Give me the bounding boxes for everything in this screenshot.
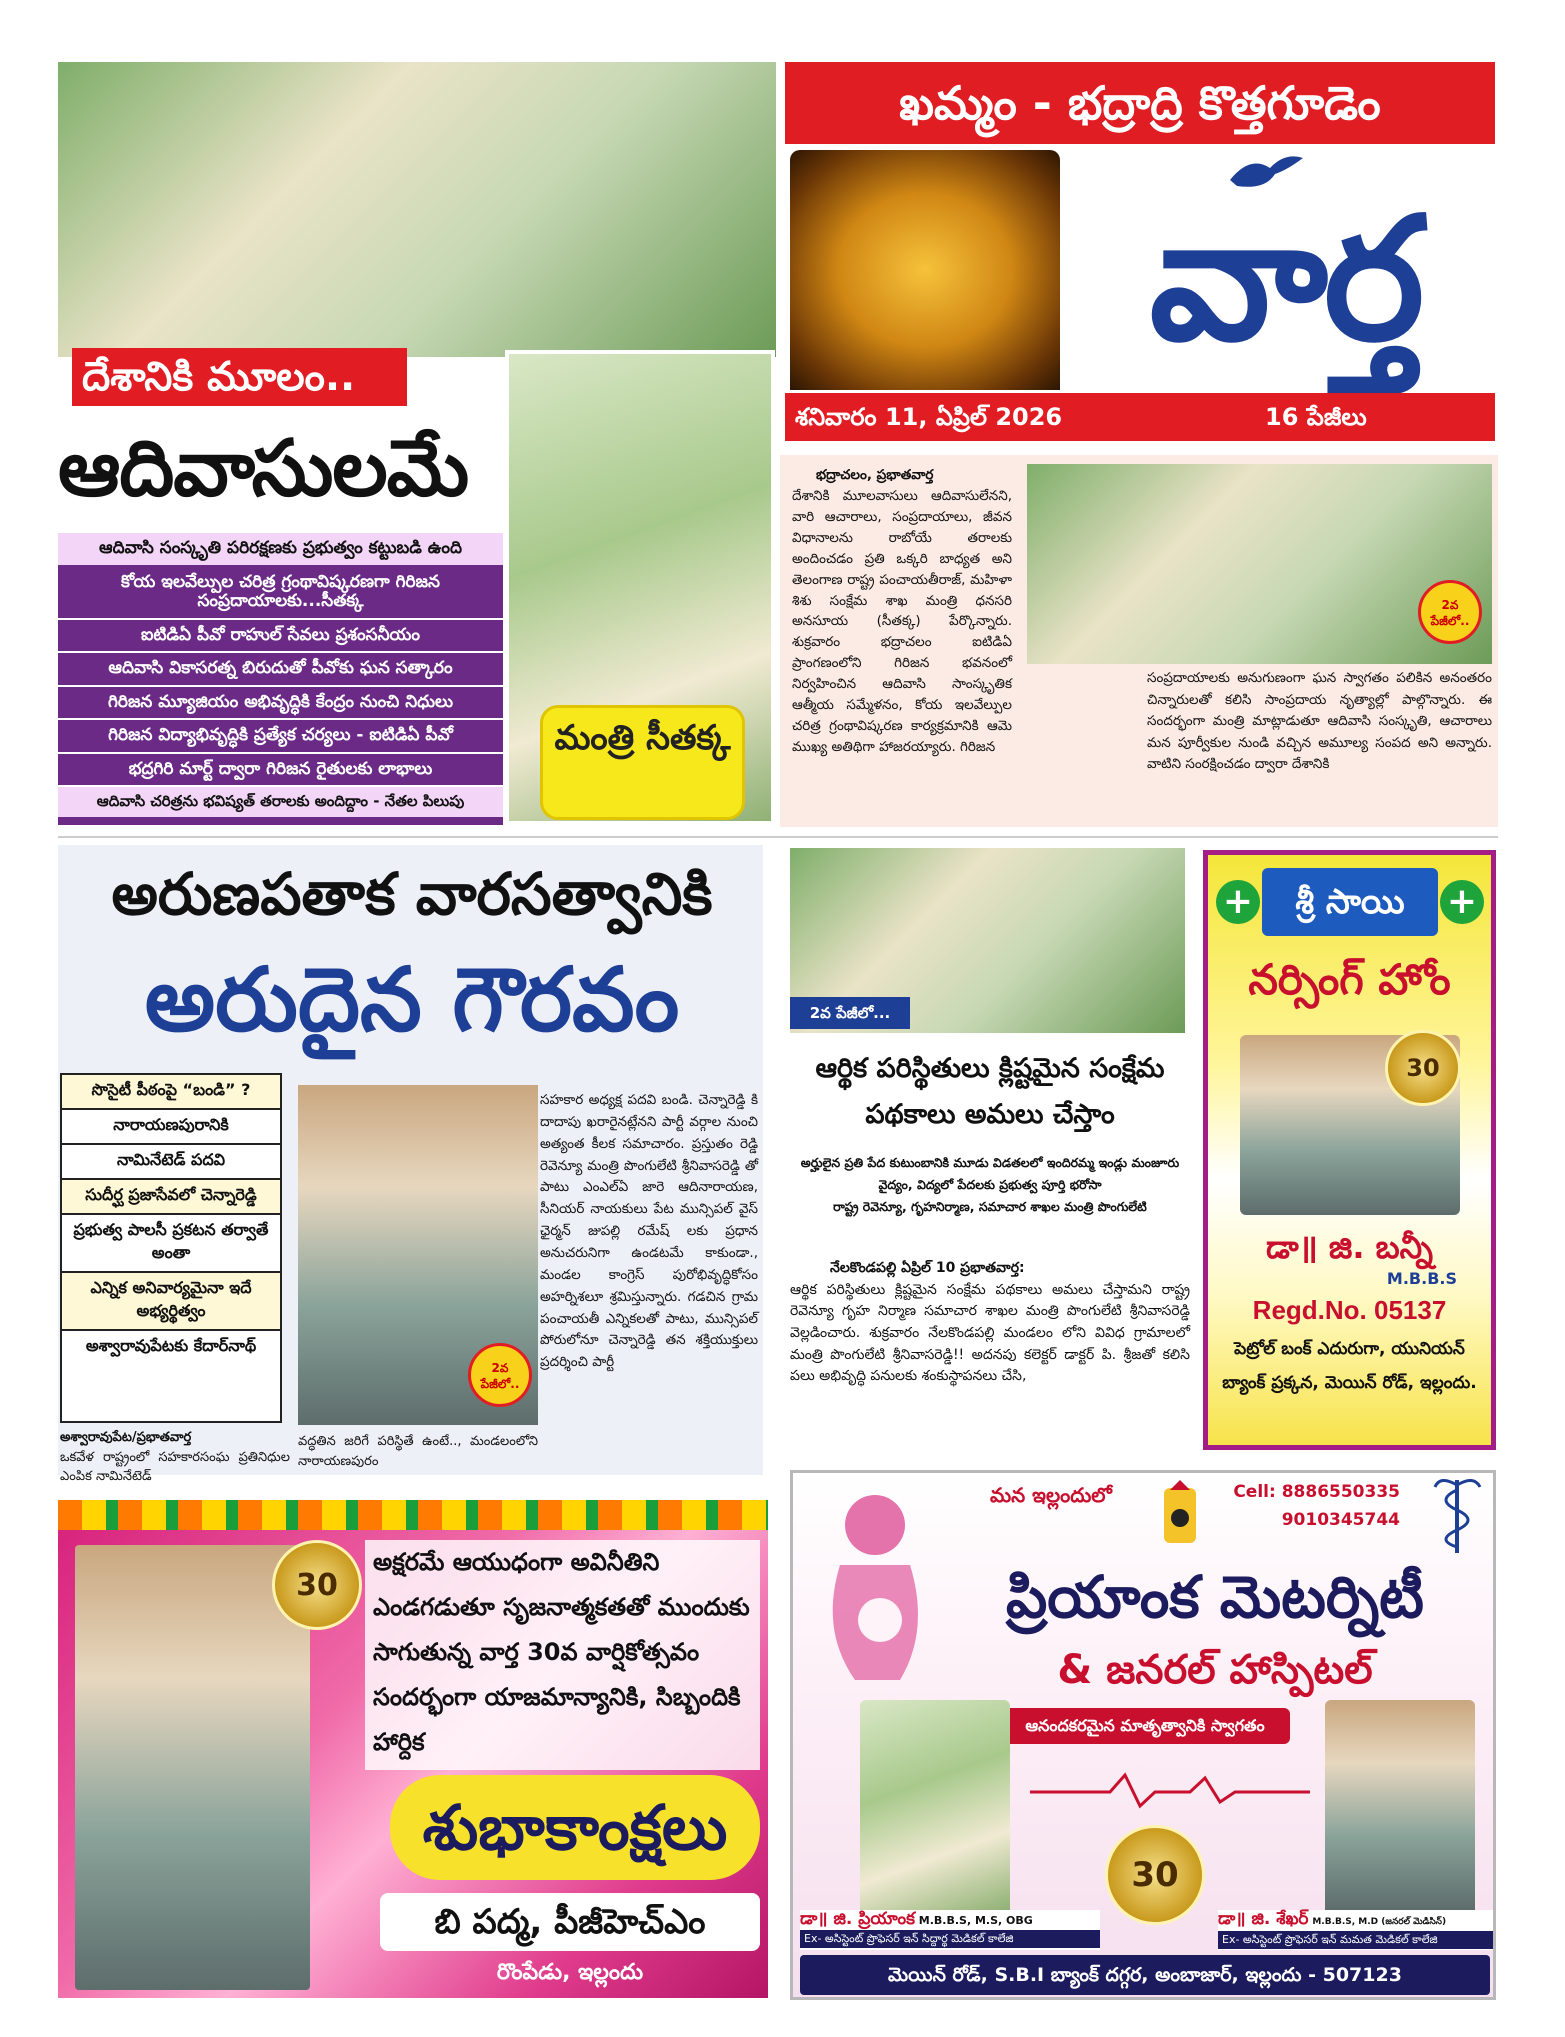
lead-bullet-7: భద్రగిరి మార్ట్ ద్వారా గిరిజన రైతులకు లాభాలు: [58, 754, 503, 788]
story3-dateline: నేలకొండపల్లి ఏప్రిల్ 10 ప్రభాతవార్త:: [830, 1260, 1025, 1276]
lead-photo: [58, 62, 776, 357]
lead-bullet-8: ఆదివాసి చరిత్రను భవిష్యత్ తరాలకు అందిద్దాం - నేతల పిలుపు: [58, 787, 503, 818]
masthead-date: శనివారం 11, ఏప్రిల్ 2026: [795, 403, 1063, 431]
ad-nursing-degree: M.B.B.S: [1386, 1269, 1457, 1288]
ad-greeting-name: బి పద్మ, పీజీహెచ్ఎం: [380, 1893, 760, 1951]
story3-sub3: రాష్ట్ర రెవెన్యూ, గృహనిర్మాణ, సమాచార శాఖల మంత్రి పొంగులేటి: [833, 1199, 1147, 1214]
ad-greeting-badge-text: 30: [296, 1567, 338, 1603]
story3-headline: ఆర్థిక పరిస్థితులు క్లిష్టమైన సంక్షేమ పథకాలు అమలు చేస్తాం: [815, 1053, 1165, 1130]
divider-top: [58, 836, 1498, 838]
ad-greeting-badge: [272, 1540, 362, 1630]
ad-maternity-doc1-degree: M.B.B.S, M.S, OBG: [918, 1914, 1033, 1927]
lead-body-col2: సంప్రదాయాలకు అనుగుణంగా ఘన స్వాగతం పలికిన అనంతరం చిన్నారులతో కలిసి సాంప్రదాయ నృత్యాల్లో పాల్గొన్నారు. ఈ సందర్భంగా మంత్రి మాట్లాడుతూ ఆదివాసి సంస్కృతి, ఆచారాలు మన పూర్వీకుల నుండి వచ్చిన అమూల్య సంపద అని అన్నారు. వాటిని సంరక్షించడం ద్వారా దేశానికి: [1147, 670, 1492, 773]
ad-maternity-badge-text: 30: [1131, 1855, 1179, 1895]
ad-maternity-doc2-photo: [1325, 1700, 1475, 1910]
ad-nursing-title2: నర్సింగ్ హోం: [1248, 955, 1451, 1004]
lead-headline: ఆదివాసులమే: [58, 424, 469, 514]
story3-body-text: ఆర్థిక పరిస్థితులు క్లిష్టమైన సంక్షేమ పథకాలు అమలు చేస్తామని రాష్ట్ర రెవెన్యూ గృహ నిర్మాణ సమాచార శాఖల మంత్రి పొంగులేటి శ్రీనివాసరెడ్డి వెల్లడించారు. శుక్రవారం నేలకొండపల్లి మండలం లోని వివిధ గ్రామాలలో మంత్రి పొంగులేటి శ్రీనివాసరెడ్డి!! అదనపు కలెక్టర్ డాక్టర్ పి. శ్రీజతో కలిసి పలు అభివృద్ధి పనులకు శంకుస్థాపనలు చేసి,: [790, 1281, 1190, 1385]
ad-maternity-tag: మన ఇల్లందులో: [990, 1483, 1112, 1507]
story2-headline1: అరుణపతాక వారసత్వానికి: [111, 860, 713, 928]
story3-photo-tag: 2వ పేజీలో...: [790, 997, 910, 1029]
lead-body-col1: [792, 465, 1012, 820]
story2-body-left: [60, 1428, 290, 1484]
ad-greeting-portrait: [75, 1545, 310, 1990]
ad-nursing-badge: [1385, 1030, 1461, 1106]
masthead-logo: వార్త: [1149, 181, 1421, 379]
story2-headline2: అరుదైన గౌరవం: [144, 948, 680, 1051]
story2-sidebar-2: నారాయణపురానికి: [62, 1110, 280, 1145]
ad-maternity-doc2-degree: M.B.B.S, M.D (జనరల్ మెడిసిన్): [1312, 1917, 1447, 1927]
lead-bullet-5: గిరిజన మ్యూజియం అభివృద్ధికి కేంద్రం నుంచి నిధులు: [58, 687, 503, 721]
masthead-temple-image: [790, 150, 1060, 390]
masthead-dateline: [785, 393, 1495, 441]
story3-sub2: వైద్యం, విద్యలో పేదలకు ప్రభుత్వ పూర్తి భరోసా: [878, 1177, 1102, 1192]
lead-bullet-1: ఆదివాసి సంస్కృతి పరిరక్షణకు ప్రభుత్వం కట్టుబడి ఉంది: [58, 533, 503, 567]
ad-greeting-garland: [58, 1500, 768, 1530]
ad-maternity-doc1-photo: [860, 1700, 1010, 1910]
story2-body-left-text: ఒకవేళ రాష్ట్రంలో సహకారసంఘ ప్రతినిధుల ఎంపిక నామినేటెడ్: [60, 1449, 290, 1484]
ad-maternity-phone1: Cell: 8886550335: [1233, 1482, 1400, 1502]
ad-nursing-badge-text: 30: [1406, 1054, 1440, 1082]
story2-page-stamp: [468, 1343, 532, 1407]
story2-sidebar-6: ఎన్నిక అనివార్యమైనా ఇదే అభ్యర్థిత్వం: [62, 1273, 280, 1331]
lead-page-stamp: [1418, 580, 1482, 644]
ad-maternity-phone2: 9010345744: [1281, 1510, 1400, 1530]
lead-bullet-2: కోయ ఇలవేల్పుల చరిత్ర గ్రంథావిష్కరణగా గిరిజన సంప్రదాయాలకు...సీతక్క: [58, 567, 503, 620]
story2-sidebar-1: సొసైటీ పీఠంపై “బండి” ?: [62, 1075, 280, 1110]
ad-greeting-place: రొంపేడు, ఇల్లందు: [496, 1960, 644, 1985]
ad-maternity-badge: [1105, 1825, 1205, 1925]
lead-kicker: దేశానికి మూలం..: [72, 348, 407, 406]
story3-sub1: అర్హులైన ప్రతి పేద కుటుంబానికి మూడు విడతలలో ఇందిరమ్మ ఇండ్లు మంజూరు: [800, 1155, 1180, 1170]
mother-icon: [800, 1480, 950, 1690]
masthead-region: ఖమ్మం - భద్రాద్రి కొత్తగూడెం: [785, 62, 1495, 144]
story2-sidebar-5: ప్రభుత్వ పాలసీ ప్రకటన తర్వాతే అంతా: [62, 1215, 280, 1273]
lead-bullet-4: ఆదివాసి వికాసరత్న బిరుదుతో పీవోకు ఘన సత్కారం: [58, 653, 503, 687]
lead-bullets: [58, 533, 503, 825]
story2-sidebar: [60, 1073, 282, 1423]
ad-maternity-doc2: [1218, 1910, 1493, 1950]
story2-sidebar-3: నామినేటెడ్ పదవి: [62, 1145, 280, 1180]
lead-body-1: దేశానికి మూలవాసులు ఆదివాసులేనని, వారి ఆచారాలు, సంప్రదాయాలు, జీవన విధానాలను రాబోయే తరాలకు అందించడం ప్రతి ఒక్కరి బాధ్యత అని తెలంగాణ రాష్ట్ర పంచాయతీరాజ్, మహిళా శిశు సంక్షేమ శాఖ మంత్రి ధనసరి అనసూయ (సీతక్క) పేర్కొన్నారు. శుక్రవారం భద్రాచలం ఐటిడిఏ ప్రాంగణంలోని గిరిజన భవనంలో నిర్వహించిన ఆదివాసి సాంస్కృతిక ఆత్మీయ సమ్మేళనం, కోయ ఇలవేల్పుల చరిత్ర గ్రంథావిష్కరణ కార్యక్రమానికి ఆమె ముఖ్య అతిథిగా హాజరయ్యారు. గిరిజన: [792, 487, 1012, 755]
balaji-icon: [1150, 1480, 1210, 1550]
lead-bullet-3: ఐటిడిఏ పీవో రాహుల్ సేవలు ప్రశంసనీయం: [58, 620, 503, 654]
story2-dateline: అశ్వారావుపేట/ప్రభాతవార్త: [60, 1430, 192, 1445]
story2-body-right: సహకార అధ్యక్ష పదవి బండి. చెన్నారెడ్డి కి దాదాపు ఖరారైనట్లేనని పార్టీ వర్గాల నుంచి అత్యంత కీలక సమాచారం. ప్రస్తుతం రెడ్డి రెవెన్యూ మంత్రి పొంగులేటి శ్రీనివాసరెడ్డి తో పాటు ఎంఎల్ఏ జారె ఆదినారాయణ, సీనియర్ నాయకులు పేట మున్సిపల్ వైస్ ఛైర్మన్ జుపల్లి రమేష్ లకు ప్రధాన అనుచరునిగా ఉండటమే కాకుండా., మండల కాంగ్రెస్ పురోభివృద్ధికోసం అహర్నిశలూ శ్రమిస్తున్నారు. గడచిన గ్రామ పంచాయతీ ఎన్నికలతో పాటు, మున్సిపల్ పోరులోనూ చెన్నారెడ్డి తన శక్తియుక్తులు ప్రదర్శించి పార్టీ: [540, 1092, 758, 1371]
story2-body-mid: వద్ధతిన జరిగే పరిస్థితే ఉంటే.., మండలంలోని నారాయణపురం: [298, 1434, 538, 1469]
ad-nursing-doctor: డా॥ జి. బన్నీ: [1265, 1228, 1433, 1266]
masthead-pages: 16 పేజీలు: [1265, 403, 1367, 431]
ad-maternity-welcome: ఆనందకరమైన మాతృత్వానికి స్వాగతం: [1000, 1708, 1290, 1744]
ad-maternity-title: ప్రియాంక మెటర్నిటీ: [1006, 1563, 1424, 1631]
lead-bullet-6: గిరిజన విద్యాభివృద్ధికి ప్రత్యేక చర్యలు - ఐటిడిఏ పీవో: [58, 720, 503, 754]
minister-label-text: మంత్రి సీతక్క: [554, 718, 731, 758]
ad-maternity-doc2-name: డా॥ జి. శేఖర్: [1218, 1909, 1309, 1929]
ad-maternity-doc1-note: Ex- అసిస్టెంట్ ప్రొఫెసర్ ఇన్ సిద్దార్థ మెడికల్ కాలేజి: [800, 1930, 1100, 1948]
story2-page-stamp-text: 2వ పేజీలో..: [480, 1361, 520, 1391]
heartbeat-line: [1030, 1770, 1310, 1810]
ad-maternity-phone: [1230, 1478, 1400, 1538]
ad-maternity-address: మెయిన్ రోడ్, S.B.I బ్యాంక్ దగ్గర, అంబాజార్, ఇల్లందు - 507123: [800, 1955, 1490, 1995]
story3-body: [790, 1258, 1190, 1473]
ad-greeting-message: అక్షరమే ఆయుధంగా అవినీతిని ఎండగడుతూ సృజనాత్మకతతో ముందుకు సాగుతున్న వార్త 30వ వార్షికోత్సవం సందర్భంగా యాజమాన్యానికి, సిబ్బందికి హార్దిక: [365, 1540, 760, 1770]
ad-greeting-wish: శుభాకాంక్షలు: [390, 1775, 760, 1880]
story2-sidebar-7: అశ్వారావుపేటకు కేదార్‌నాథ్: [62, 1331, 280, 1364]
lead-photo-2: [1027, 464, 1492, 664]
ad-maternity-doc1: [800, 1910, 1100, 1950]
story2-sidebar-4: సుదీర్ఘ ప్రజాసేవలో చెన్నారెడ్డి: [62, 1180, 280, 1215]
plus-icon-left: +: [1216, 880, 1260, 924]
lead-dateline: భద్రాచలం, ప్రభాతవార్త: [816, 467, 934, 483]
ad-maternity-doc2-note: Ex- అసిస్టెంట్ ప్రొఫెసర్ ఇన్ మమత మెడికల్ కాలేజి: [1218, 1931, 1493, 1949]
lead-page-stamp-text: 2వ పేజీలో..: [1430, 598, 1470, 628]
caduceus-icon: [1430, 1475, 1485, 1555]
story3-sub: [790, 1152, 1190, 1250]
ad-maternity-subtitle: & జనరల్ హాస్పిటల్: [1057, 1647, 1373, 1693]
minister-label: [540, 705, 745, 820]
ad-nursing-address: పెట్రోల్ బంక్ ఎదురుగా, యునియన్ బ్యాంక్ ప్రక్కన, మెయిన్ రోడ్, ఇల్లందు.: [1222, 1339, 1477, 1393]
ad-maternity-doc1-name: డా॥ జి. ప్రియాంక: [800, 1909, 915, 1929]
ad-nursing-title1: శ్రీ సాయి: [1262, 868, 1438, 936]
plus-icon-right: +: [1440, 880, 1484, 924]
ad-nursing-reg: Regd.No. 05137: [1252, 1295, 1447, 1325]
